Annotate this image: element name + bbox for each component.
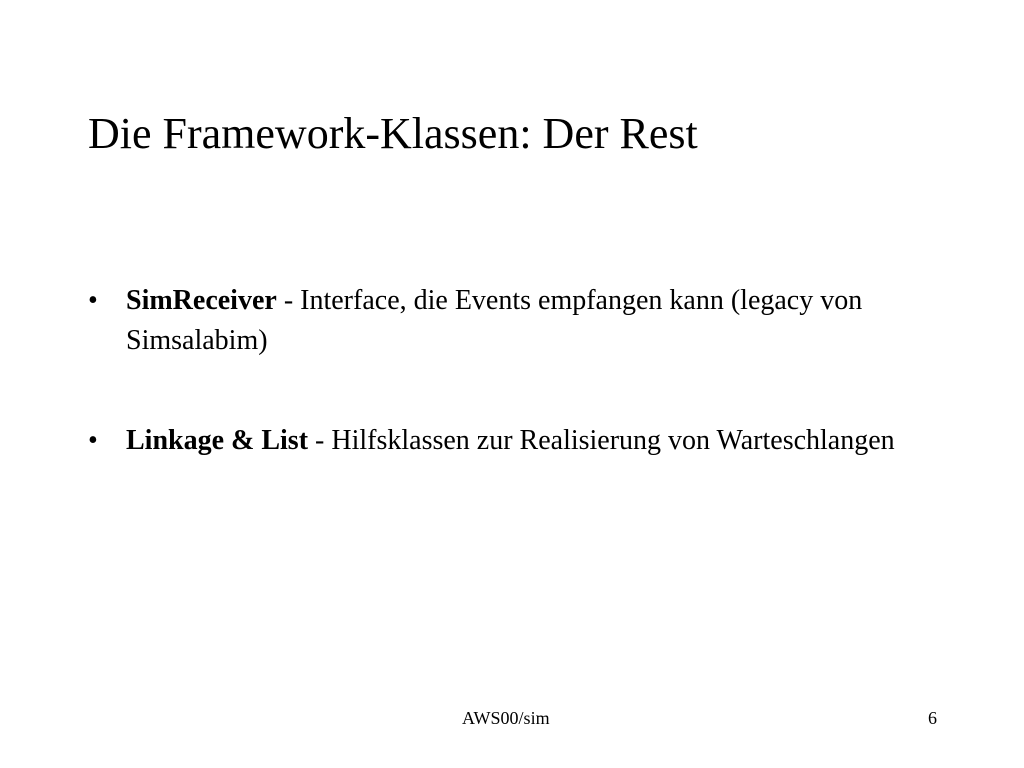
page-number: 6	[928, 708, 937, 728]
bullet-term: SimReceiver	[126, 285, 277, 316]
bullet-item-simreceiver	[88, 281, 908, 361]
bullet-text: - Interface, die Events empfangen kann (legacy von Simsalabim)	[126, 285, 863, 356]
bullet-term: Linkage & List	[126, 425, 309, 456]
bullet-text: - Hilfsklassen zur Realisierung von Warteschlangen	[308, 425, 895, 456]
bullet-item-linkage-list	[88, 421, 908, 461]
slide-footer	[0, 705, 1024, 731]
slide-title: Die Framework-Klassen: Der Rest	[88, 109, 698, 158]
bullet-icon: •	[88, 285, 98, 316]
bullet-icon: •	[88, 425, 98, 456]
footer-label: AWS00/sim	[462, 708, 550, 728]
bullet-list	[88, 281, 908, 461]
